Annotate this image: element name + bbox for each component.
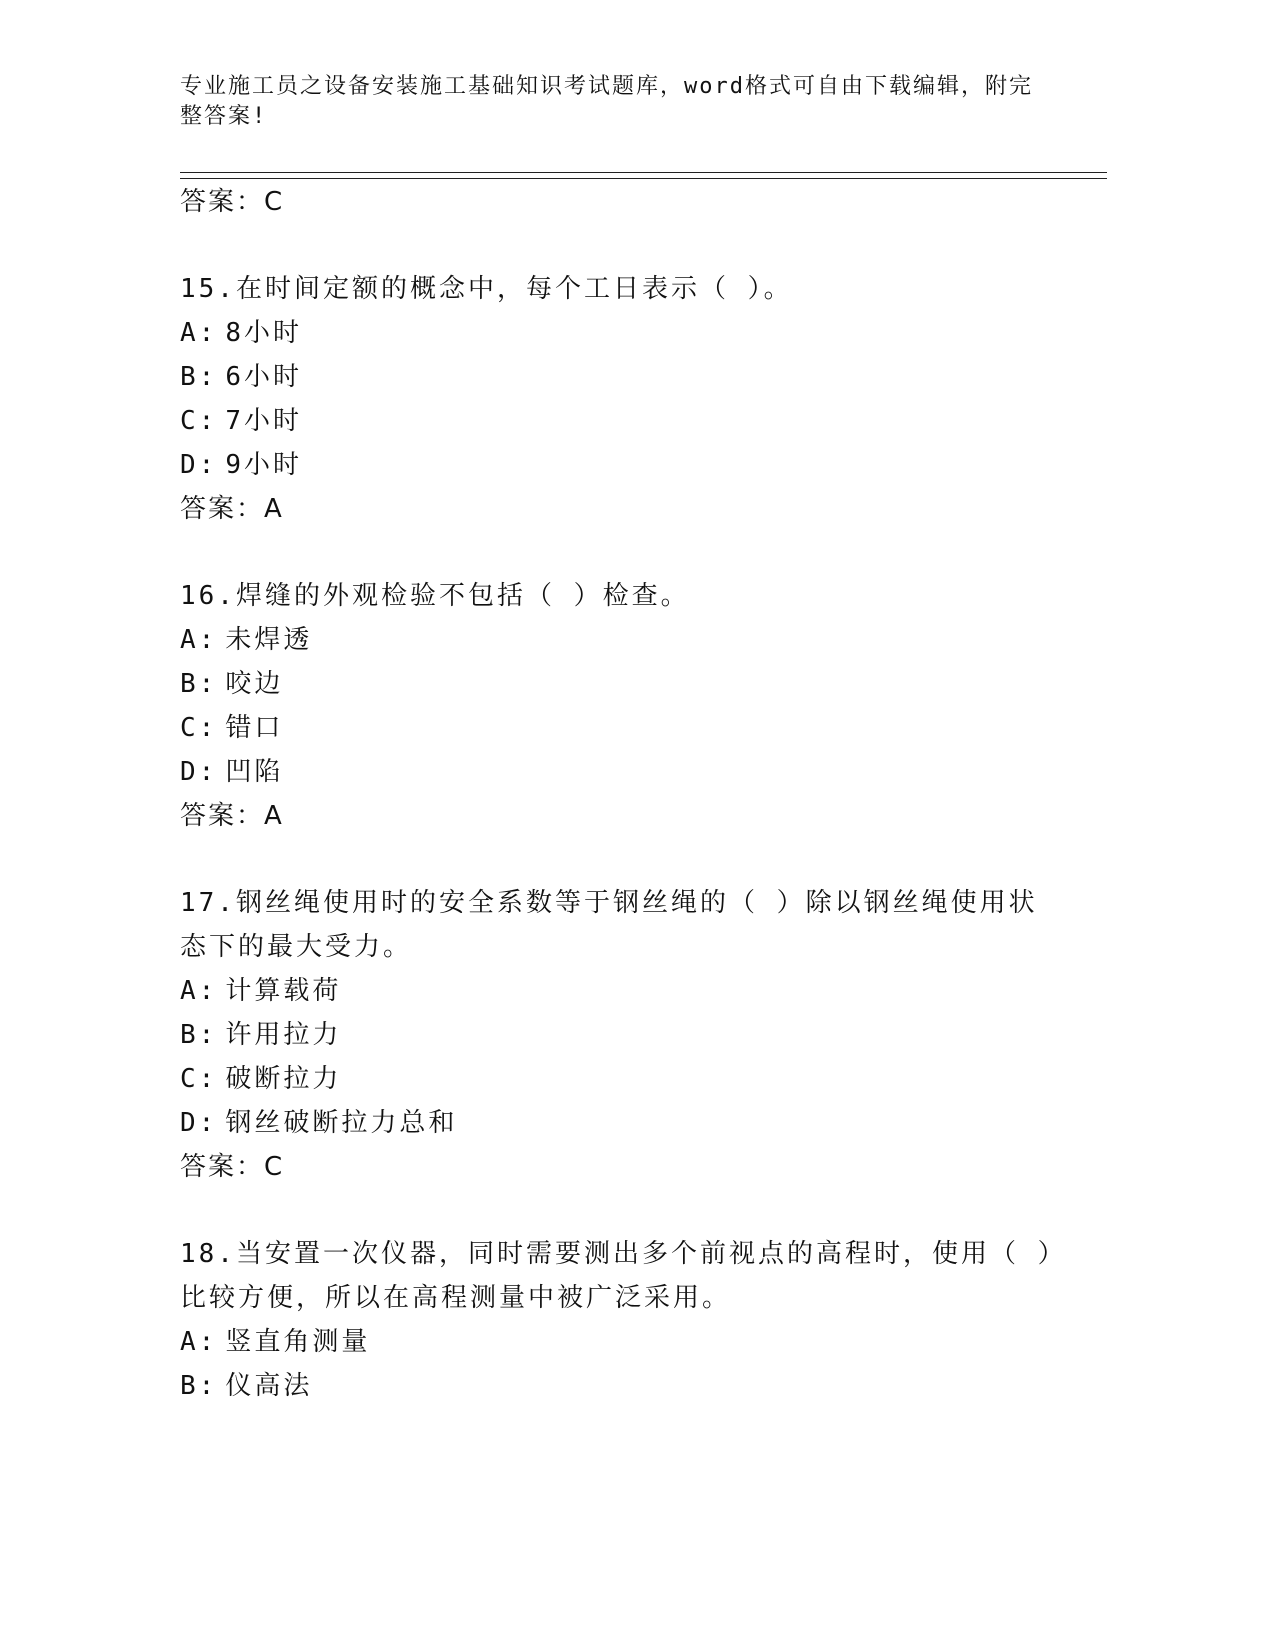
option-a [180,311,1060,355]
option-letter: A: [180,976,218,1006]
option-d [180,1101,1060,1145]
answer-label: 答案：A [180,494,284,524]
option-letter: B: [180,1371,218,1401]
option-letter: A: [180,1327,218,1357]
option-b [180,1013,1060,1057]
option-letter: C: [180,1064,218,1094]
option-b [180,1364,1060,1408]
option-text: 钢丝破断拉力总和 [225,1108,458,1138]
option-letter: B: [180,1020,218,1050]
header-divider-top [180,172,1107,173]
option-text: 错口 [225,713,284,743]
option-text: 9小时 [225,450,302,480]
option-a [180,969,1060,1013]
option-text: 竖直角测量 [225,1327,371,1357]
question-15 [180,267,1060,531]
option-letter: D: [180,757,218,787]
option-c [180,706,1060,750]
option-text: 凹陷 [225,757,284,787]
option-letter: C: [180,406,218,436]
question-16 [180,574,1060,838]
answer-label: 答案：C [180,1152,285,1182]
question-text: 18.当安置一次仪器，同时需要测出多个前视点的高程时，使用（ ）比较方便，所以在高程测量中被广泛采用。 [180,1239,1054,1313]
option-text: 咬边 [225,669,284,699]
option-text: 计算载荷 [225,976,342,1006]
answer-label: 答案：A [180,801,284,831]
option-text: 8小时 [225,318,302,348]
document-header: 专业施工员之设备安装施工基础知识考试题库，word格式可自由下载编辑，附完整答案! [180,74,1033,129]
question-text: 15.在时间定额的概念中，每个工日表示（ ）。 [180,274,793,304]
option-c [180,1057,1060,1101]
header-divider-bottom [180,178,1107,179]
option-letter: C: [180,713,218,743]
option-c [180,399,1060,443]
option-letter: A: [180,625,218,655]
option-letter: B: [180,362,218,392]
option-b [180,662,1060,706]
option-text: 7小时 [225,406,302,436]
answer-label: 答案：C [180,187,285,217]
question-text: 17.钢丝绳使用时的安全系数等于钢丝绳的（ ）除以钢丝绳使用状态下的最大受力。 [180,888,1038,962]
option-a [180,1320,1060,1364]
option-d [180,750,1060,794]
question-list [180,180,1060,1408]
option-a [180,618,1060,662]
question-18 [180,1232,1060,1408]
option-letter: B: [180,669,218,699]
option-text: 6小时 [225,362,302,392]
question-17 [180,881,1060,1189]
option-b [180,355,1060,399]
option-text: 许用拉力 [225,1020,342,1050]
option-letter: D: [180,450,218,480]
option-text: 破断拉力 [225,1064,342,1094]
option-d [180,443,1060,487]
option-text: 未焊透 [225,625,313,655]
option-text: 仪高法 [225,1371,313,1401]
option-letter: A: [180,318,218,348]
question-text: 16.焊缝的外观检验不包括（ ）检查。 [180,581,690,611]
option-letter: D: [180,1108,218,1138]
